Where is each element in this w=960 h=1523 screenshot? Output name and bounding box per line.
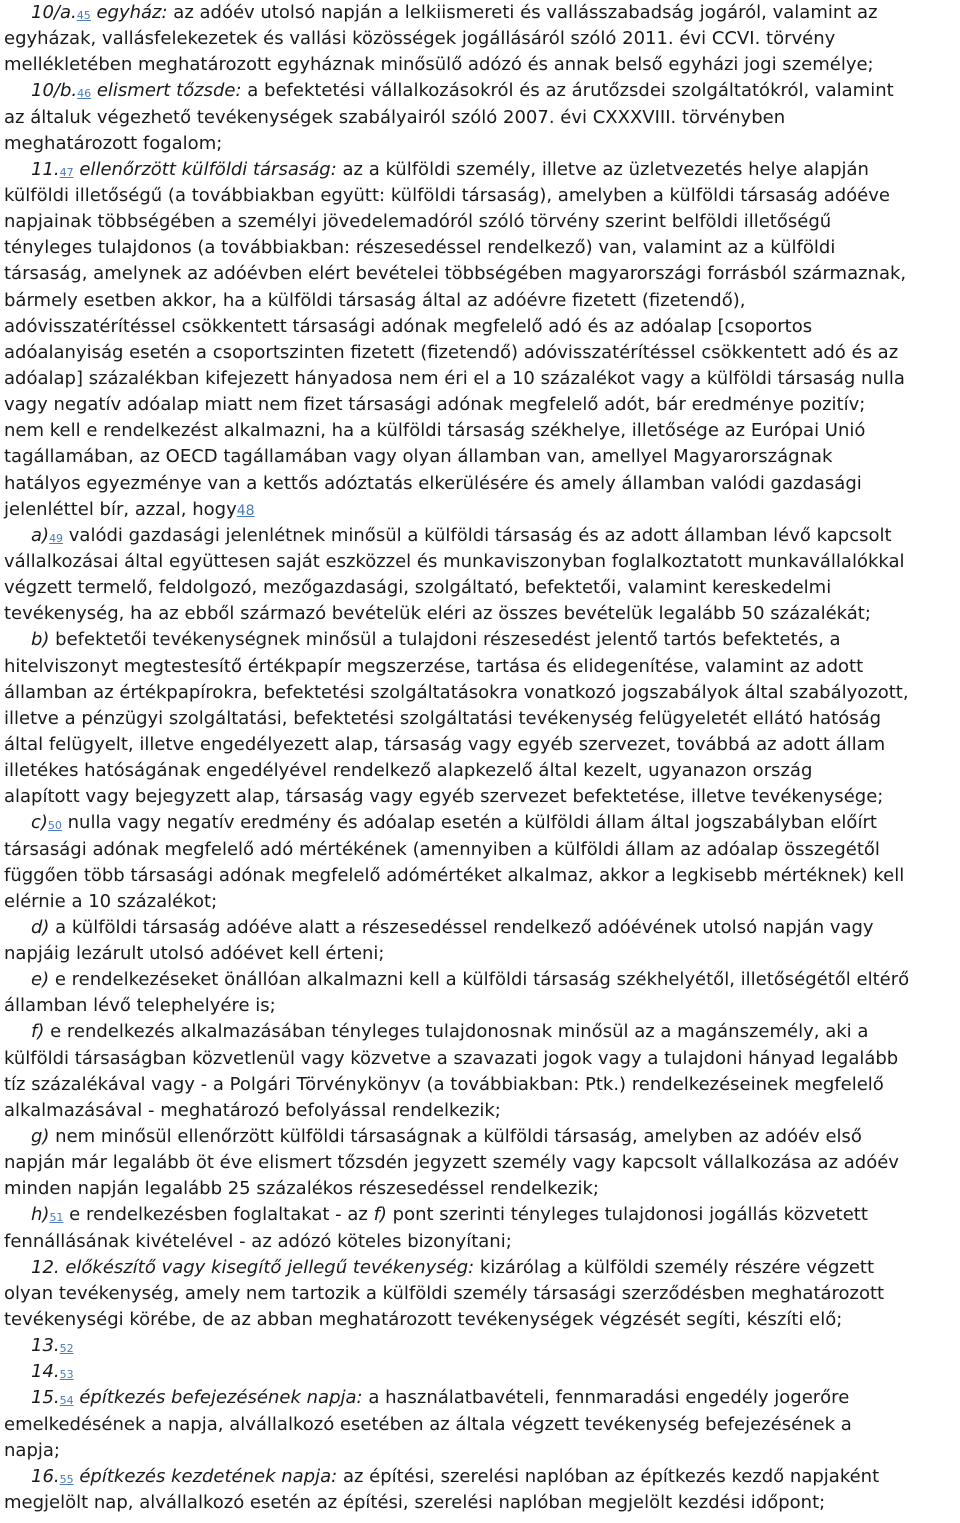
text-line <box>4 706 956 732</box>
text-line <box>4 1385 956 1411</box>
italic-term: 11. <box>31 158 60 180</box>
text-line <box>4 418 956 444</box>
body-text: adóvisszatérítéssel csökkentett társasági adónak megfelelő adó és az adóalap [csoportos <box>4 315 813 337</box>
italic-term: egyház: <box>90 2 168 23</box>
body-text: függően több társasági adónak megfelelő adómértéket alkalmaz, akkor a legkisebb mértéknek) kell <box>4 864 905 886</box>
body-text: egyházak, vallásfelekezetek és vallási közösségek jogállásáról szóló 2011. évi CCVI. törvény <box>4 28 836 50</box>
body-text: az építési, szerelési naplóban az építkezés kezdő napjaként <box>337 1465 880 1487</box>
text-line <box>4 497 956 523</box>
body-text: tíz százalékával vagy - a Polgári Törvénykönyv (a továbbiakban: Ptk.) rendelkezéseinek megfelelő <box>4 1073 884 1095</box>
text-line <box>4 392 956 418</box>
footnote-link[interactable]: 46 <box>77 87 92 101</box>
body-text: alkalmazásával - meghatározó befolyással rendelkezik; <box>4 1099 501 1121</box>
text-line <box>4 810 956 836</box>
body-text: az adóév utolsó napján a lelkiismereti és vallásszabadság jogáról, valamint az <box>167 2 878 23</box>
italic-term: d) <box>31 916 50 938</box>
text-line <box>4 575 956 601</box>
footnote-link[interactable]: 51 <box>49 1211 64 1225</box>
body-text: vagy negatív adóalap miatt nem fizet társasági adónak megfelelő adót, bár eredménye pozitív; <box>4 394 866 416</box>
body-text: államban az értékpapírokra, befektetési szolgáltatásokra vonatkozó jogszabályok által szabályozott, <box>4 681 909 703</box>
text-line <box>4 105 956 131</box>
text-line <box>4 288 956 314</box>
italic-term: e) <box>31 969 50 991</box>
footnote-link[interactable]: 47 <box>59 165 74 179</box>
body-text: a használatbavételi, fennmaradási engedély jogerőre <box>362 1387 850 1409</box>
italic-term: 10/b. <box>31 80 78 102</box>
text-line <box>4 1307 956 1333</box>
text-line <box>4 732 956 758</box>
body-text: a külföldi társaság adóéve alatt a részesedéssel rendelkező adóévének utolsó napján vagy <box>49 916 874 938</box>
text-line <box>4 366 956 392</box>
text-line <box>4 941 956 967</box>
text-line <box>4 993 956 1019</box>
body-text: nem minősül ellenőrzött külföldi társaságnak a külföldi társaság, amelyben az adóév első <box>49 1126 862 1148</box>
footnote-link[interactable]: 48 <box>236 502 255 519</box>
text-line <box>4 863 956 889</box>
body-text: fennállásának kivételével - az adózó köteles bizonyítani; <box>4 1230 512 1252</box>
footnote-link[interactable]: 55 <box>59 1472 74 1486</box>
body-text: adóalanyiság esetén a csoportszinten fizetett (fizetendő) adóvisszatérítéssel csökkentett adó és az <box>4 341 899 363</box>
text-line <box>4 967 956 993</box>
body-text: megjelölt nap, alvállalkozó esetén az építési, szerelési naplóban megjelölt kezdési időpont; <box>4 1492 826 1514</box>
text-line <box>4 784 956 810</box>
body-text: az a külföldi személy, illetve az üzletvezetés helye alapján <box>336 158 869 180</box>
italic-term: f) <box>31 1021 45 1043</box>
text-line <box>4 78 956 104</box>
italic-term: építkezés kezdetének napja: <box>73 1465 338 1487</box>
text-line <box>4 601 956 627</box>
text-line <box>4 1202 956 1228</box>
body-text: tényleges tulajdonos (a továbbiakban: részesedéssel rendelkező) van, valamint az a külföldi <box>4 237 836 259</box>
body-text: nem kell e rendelkezést alkalmazni, ha a külföldi társaság székhelye, illetősége az Európai Unió <box>4 420 866 442</box>
text-line <box>4 1176 956 1202</box>
text-line <box>4 889 956 915</box>
text-line <box>4 1098 956 1124</box>
footnote-link[interactable]: 52 <box>59 1342 74 1356</box>
italic-term: 13. <box>31 1335 60 1357</box>
text-line <box>4 1464 956 1490</box>
body-text: külföldi illetőségű (a továbbiakban együtt: külföldi társaság), amelyben a külföldi társaság adóéve <box>4 184 890 206</box>
italic-term: h) <box>31 1204 50 1226</box>
body-text: befektetői tevékenységnek minősül a tulajdoni részesedést jelentő tartós befektetés, a <box>49 629 841 651</box>
text-line <box>4 52 956 78</box>
text-line <box>4 1019 956 1045</box>
body-text: által felügyelt, illetve engedélyezett alap, társaság vagy egyéb szervezet, továbbá az adott állam <box>4 733 886 755</box>
text-line <box>4 471 956 497</box>
text-line <box>4 627 956 653</box>
body-text: illetve a pénzügyi szolgáltatási, befektetési szolgáltatási tevékenység felügyeletét ellátó hatóság <box>4 707 882 729</box>
body-text: elérnie a 10 százalékot; <box>4 890 218 912</box>
body-text: tevékenységi körébe, de az abban meghatározott tevékenységek végzését segíti, készíti elő; <box>4 1309 843 1331</box>
body-text: az általuk végezhető tevékenységek szabályairól szóló 2007. évi CXXXVIII. törvényben <box>4 106 786 128</box>
body-text: e rendelkezésben foglaltakat - az <box>63 1204 374 1226</box>
text-line <box>4 680 956 706</box>
body-text: pont szerinti tényleges tulajdonosi jogállás közvetett <box>386 1204 868 1226</box>
text-line <box>4 131 956 157</box>
text-line <box>4 1490 956 1516</box>
body-text: olyan tevékenység, amely nem tartozik a külföldi személy társasági szerződésben meghatározott <box>4 1282 885 1304</box>
footnote-link[interactable]: 50 <box>47 819 62 833</box>
italic-term: c) <box>31 812 48 834</box>
text-line <box>4 1438 956 1464</box>
body-text: társasági adónak megfelelő adó mértékének (amennyiben a külföldi állam az adóalap összegétől <box>4 838 880 860</box>
italic-term: b) <box>31 629 50 651</box>
body-text: tagállamában, az OECD tagállamában vagy olyan államban van, amellyel Magyarországnak <box>4 446 833 468</box>
body-text: adóalap] százalékban kifejezett hányadosa nem éri el a 10 százalékot vagy a külföldi társaság nulla <box>4 367 905 389</box>
body-text: meghatározott fogalom; <box>4 132 223 154</box>
text-line <box>4 235 956 261</box>
body-text: bármely esetben akkor, ha a külföldi társaság által az adóévre fizetett (fizetendő), <box>4 289 746 311</box>
footnote-link[interactable]: 54 <box>59 1394 74 1408</box>
body-text: hitelviszonyt megtestesítő értékpapír megszerzése, tartása és elidegenítése, valamint az adott <box>4 655 864 677</box>
text-line <box>4 837 956 863</box>
body-text: e rendelkezéseket önállóan alkalmazni kell a külföldi társaság székhelyétől, illetőségétől eltérő <box>49 969 910 991</box>
text-line <box>4 183 956 209</box>
body-text: társaság, amelynek az adóévben elért bevételei többségében magyarországi forrásból származnak, <box>4 263 907 285</box>
text-line <box>4 549 956 575</box>
body-text: a befektetési vállalkozásokról és az árutőzsdei szolgáltatókról, valamint <box>241 80 894 102</box>
text-line <box>4 1229 956 1255</box>
body-text: államban lévő telephelyére is; <box>4 995 276 1017</box>
text-line <box>4 1150 956 1176</box>
text-line <box>4 1333 956 1359</box>
italic-term: 12. előkészítő vagy kisegítő jellegű tevékenység: <box>31 1256 475 1278</box>
italic-term: 10/a. <box>31 2 77 23</box>
text-line <box>4 915 956 941</box>
text-line <box>4 1255 956 1281</box>
text-line <box>4 1412 956 1438</box>
text-line <box>4 0 956 26</box>
italic-term: a) <box>31 524 50 546</box>
italic-term: 15. <box>31 1387 60 1409</box>
text-line <box>4 654 956 680</box>
text-line <box>4 523 956 549</box>
text-line <box>4 1046 956 1072</box>
body-text: mellékletében meghatározott egyháznak minősülő adózó és annak belső egyházi jogi személye; <box>4 54 874 76</box>
body-text: illetékes hatóságának engedélyével rendelkező alapkezelő által kezelt, ugyanazon ország <box>4 760 813 782</box>
italic-term: g) <box>31 1126 50 1148</box>
body-text: jelenléttel bír, azzal, hogy <box>4 498 237 520</box>
text-line <box>4 444 956 470</box>
body-text: napjainak többségében a személyi jövedelemadóról szóló törvény szerint belföldi illetőségű <box>4 211 832 233</box>
body-text: végzett termelő, feldolgozó, mezőgazdasági, szolgáltató, befektetői, valamint kereskedelmi <box>4 577 832 599</box>
body-text: kizárólag a külföldi személy részére végzett <box>474 1256 875 1278</box>
italic-term: f) <box>373 1204 387 1226</box>
body-text: hatályos egyezménye van a kettős adóztatás elkerülésére és amely államban valódi gazdasági <box>4 472 862 494</box>
italic-term: ellenőrzött külföldi társaság: <box>73 158 337 180</box>
text-line <box>4 1359 956 1385</box>
text-line <box>4 209 956 235</box>
body-text: napja; <box>4 1439 60 1461</box>
text-line <box>4 1281 956 1307</box>
body-text: minden napján legalább 25 százalékos részesedéssel rendelkezik; <box>4 1178 599 1200</box>
text-line <box>4 758 956 784</box>
footnote-link[interactable]: 45 <box>76 9 91 22</box>
body-text: emelkedésének a napja, alvállalkozó esetében az általa végzett tevékenység befejezésének a <box>4 1413 852 1435</box>
text-line <box>4 261 956 287</box>
body-text: külföldi társaságban közvetlenül vagy közvetve a szavazati jogok vagy a tulajdoni hányad legalább <box>4 1047 899 1069</box>
body-text: napján már legalább öt éve elismert tőzsdén jegyzett személy vagy kapcsolt vállalkozása az adóév <box>4 1152 899 1174</box>
body-text: tevékenység, ha az ebből származó bevételük eléri az összes bevételük legalább 50 százalékát; <box>4 603 871 625</box>
body-text: napjáig lezárult utolsó adóévet kell érteni; <box>4 943 385 965</box>
body-text: valódi gazdasági jelenlétnek minősül a külföldi társaság és az adott államban lévő kapcsolt <box>63 524 892 546</box>
footnote-link[interactable]: 53 <box>59 1368 74 1382</box>
italic-term: építkezés befejezésének napja: <box>73 1387 363 1409</box>
italic-term: 16. <box>31 1465 60 1487</box>
body-text: e rendelkezés alkalmazásában tényleges tulajdonosnak minősül az a magánszemély, aki a <box>44 1021 869 1043</box>
text-line <box>4 1072 956 1098</box>
body-text: alapított vagy bejegyzett alap, társaság vagy egyéb szervezet befektetése, illetve tevékenysége; <box>4 786 884 808</box>
text-line <box>4 314 956 340</box>
text-line <box>4 157 956 183</box>
footnote-link[interactable]: 49 <box>49 531 64 545</box>
italic-term: 14. <box>31 1361 60 1383</box>
text-line <box>4 1124 956 1150</box>
body-text: nulla vagy negatív eredmény és adóalap esetén a külföldi állam által jogszabályban előírt <box>61 812 877 834</box>
italic-term: elismert tőzsde: <box>91 80 242 102</box>
text-line <box>4 340 956 366</box>
text-line <box>4 26 956 52</box>
body-text: vállalkozásai által együttesen saját eszközzel és munkaviszonyban foglalkoztatott munkavállalókkal <box>4 550 905 572</box>
